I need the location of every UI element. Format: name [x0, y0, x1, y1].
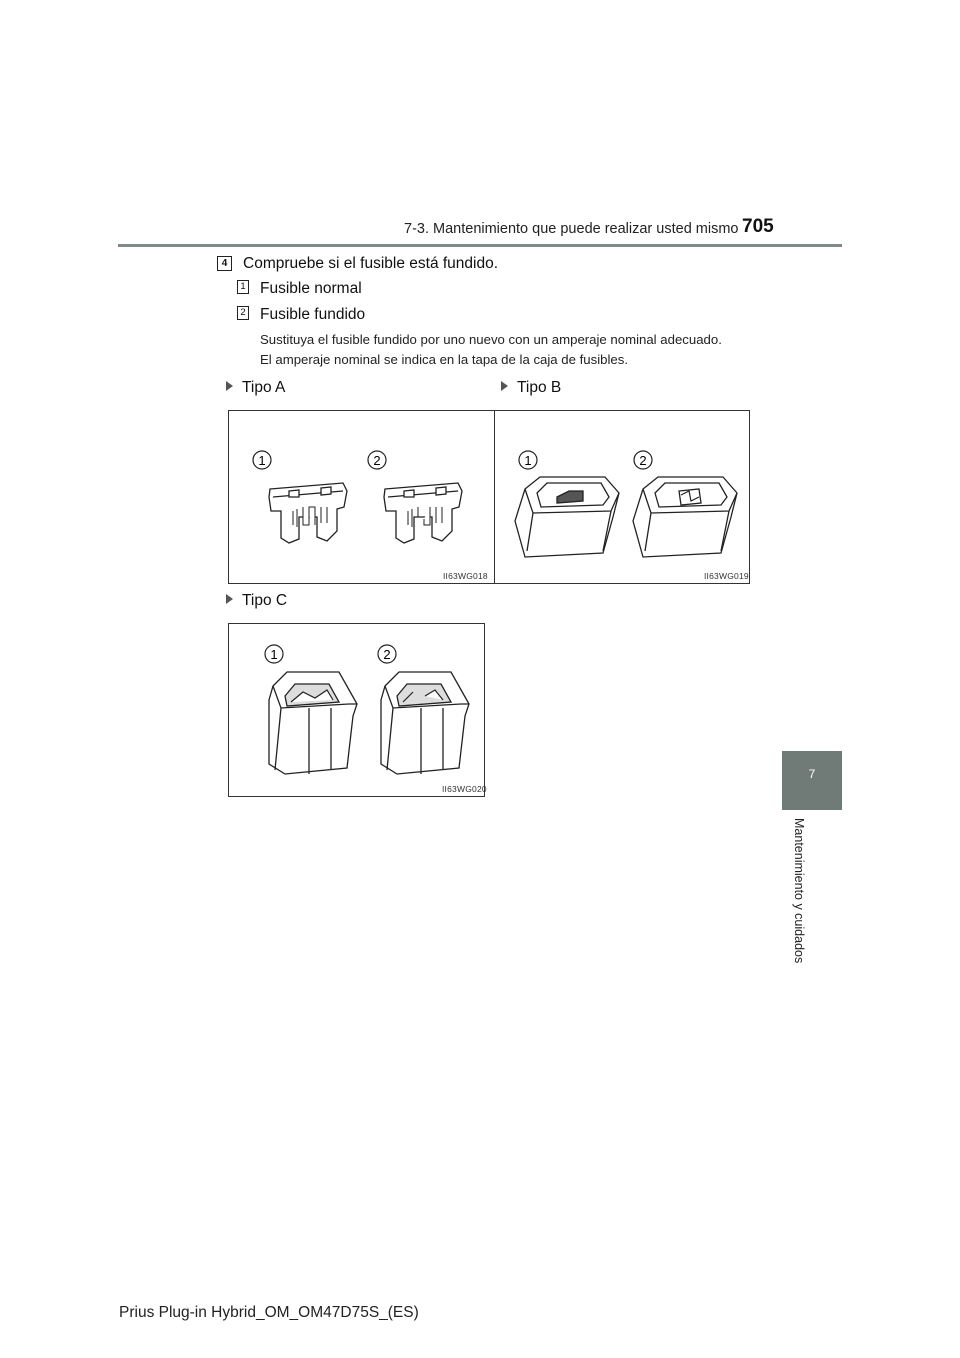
figure-code: II63WG020: [442, 784, 487, 794]
figure-type-a: [228, 410, 495, 584]
type-b-label-text: Tipo B: [517, 379, 562, 396]
type-c-fuse-illustration: [229, 624, 486, 798]
callout-number-1: 1: [270, 647, 278, 662]
type-b-label: [501, 379, 561, 397]
normal-blade-fuse: [269, 483, 347, 543]
item-number-badge: 1: [237, 280, 249, 294]
item-text-blown-fuse: Fusible fundido: [260, 306, 366, 323]
item-text-normal-fuse: Fusible normal: [260, 280, 362, 297]
type-a-label: [226, 379, 285, 397]
chapter-number: 7: [808, 767, 816, 781]
callout-number-1: 1: [258, 453, 266, 468]
header-rule: [118, 244, 842, 247]
blown-cartridge-fuse: [633, 477, 737, 557]
type-c-label-text: Tipo C: [242, 592, 288, 609]
normal-type-c-fuse: [269, 672, 357, 774]
triangle-bullet-icon: [226, 381, 233, 391]
blown-type-c-fuse: [381, 672, 469, 774]
type-c-label: [226, 592, 287, 610]
step-number-badge: 4: [217, 256, 232, 271]
callout-number-2: 2: [639, 453, 647, 468]
step-text: Compruebe si el fusible está fundido.: [243, 255, 499, 272]
figure-code: II63WG019: [704, 571, 749, 581]
figure-type-b: [494, 410, 750, 584]
section-title: 7-3. Mantenimiento que puede realizar usted mismo: [404, 221, 739, 237]
blade-fuse-illustration: [229, 411, 496, 585]
normal-cartridge-fuse: [515, 477, 619, 557]
chapter-title: Mantenimiento y cuidados: [792, 818, 806, 964]
page-number: 705: [742, 216, 774, 237]
figure-code: II63WG018: [443, 571, 488, 581]
note-line: Sustituya el fusible fundido por uno nuevo con un amperaje nominal adecuado.: [260, 332, 722, 347]
callout-number-2: 2: [383, 647, 391, 662]
triangle-bullet-icon: [501, 381, 508, 391]
blown-blade-fuse: [384, 483, 462, 543]
cartridge-fuse-illustration: [495, 411, 751, 585]
triangle-bullet-icon: [226, 594, 233, 604]
document-footer: Prius Plug-in Hybrid_OM_OM47D75S_(ES): [119, 1304, 419, 1321]
callout-number-1: 1: [524, 453, 532, 468]
chapter-tab: [782, 751, 842, 810]
item-number-badge: 2: [237, 306, 249, 320]
note-line: El amperaje nominal se indica en la tapa de la caja de fusibles.: [260, 352, 629, 367]
callout-number-2: 2: [373, 453, 381, 468]
figure-type-c: [228, 623, 485, 797]
type-a-label-text: Tipo A: [242, 379, 286, 396]
